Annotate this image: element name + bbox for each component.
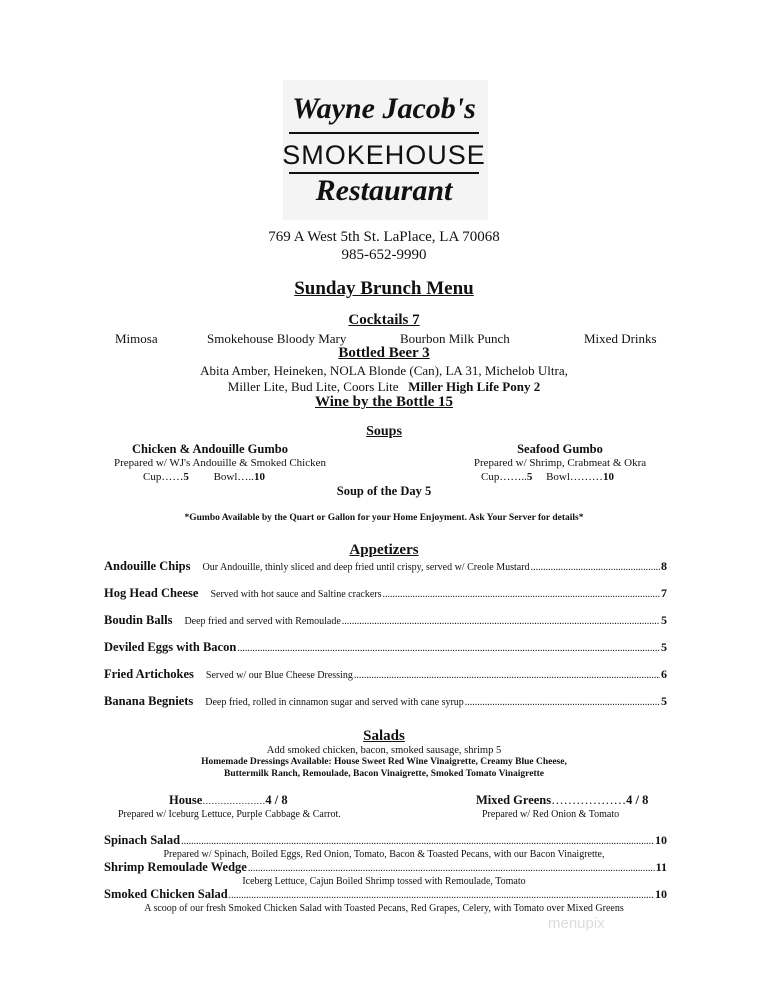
soup-left-name: Chicken & Andouille Gumbo (132, 442, 288, 456)
leader-dots (181, 836, 654, 847)
beer-heading: Bottled Beer 3 (338, 345, 430, 361)
soup-right-name: Seafood Gumbo (517, 442, 603, 456)
leader-dots (342, 616, 660, 627)
logo-name: Wayne Jacob's (292, 92, 476, 125)
cocktails-heading: Cocktails 7 (348, 312, 420, 328)
appetizer-price: 5 (661, 640, 667, 654)
soup-left-prices (143, 471, 265, 483)
leader-dots: ………………… (202, 796, 266, 806)
leader-dots: ……………… (551, 793, 627, 807)
soup-left-bowl-label: Bowl….. (213, 471, 254, 483)
appetizer-row (104, 694, 667, 709)
watermark: menupix (548, 915, 605, 932)
salad-row (104, 833, 667, 848)
cocktail-item: Bourbon Milk Punch (400, 331, 510, 346)
appetizer-desc: Deep fried, rolled in cinnamon sugar and served with cane syrup (205, 697, 464, 708)
salad-name: Shrimp Remoulade Wedge (104, 860, 247, 874)
appetizer-name: Hog Head Cheese (104, 586, 199, 600)
gumbo-note: *Gumbo Available by the Quart or Gallon for your Home Enjoyment. Ask Your Server for details* (184, 513, 584, 523)
appetizer-price: 8 (661, 559, 667, 573)
wine-heading: Wine by the Bottle 15 (314, 394, 454, 410)
appetizer-desc: Served with hot sauce and Saltine crackers (210, 589, 382, 600)
salad-mixed-name: Mixed Greens (476, 793, 552, 807)
salad-mixed-desc: Prepared w/ Red Onion & Tomato (482, 809, 620, 820)
cocktail-item: Mixed Drinks (584, 331, 657, 346)
appetizer-name: Deviled Eggs with Bacon (104, 640, 237, 654)
appetizer-name: Banana Begniets (104, 694, 194, 708)
salad-mixed (476, 793, 648, 808)
appetizer-name: Fried Artichokes (104, 667, 194, 681)
salad-row (104, 887, 667, 902)
salad-desc: Prepared w/ Spinach, Boiled Eggs, Red Onion, Tomato, Bacon & Toasted Pecans, with our Bacon Vinaigrette, (163, 849, 605, 860)
leader-dots (354, 670, 660, 681)
salad-house-price: 4 / 8 (265, 793, 288, 807)
soup-right-cup-label: Cup…….. (481, 471, 527, 483)
appetizer-row (104, 667, 667, 682)
salad-name: Smoked Chicken Salad (104, 887, 228, 901)
soup-left-desc: Prepared w/ WJ's Andouille & Smoked Chicken (114, 457, 326, 469)
appetizer-price: 6 (661, 667, 667, 681)
soup-left-cup-label: Cup…… (143, 471, 184, 483)
leader-dots (237, 643, 660, 654)
phone: 985-652-9990 (341, 247, 427, 263)
salad-price: 11 (655, 860, 667, 874)
cocktail-item: Smokehouse Bloody Mary (207, 331, 347, 346)
appetizer-row (104, 559, 667, 574)
salads-heading: Salads (363, 728, 405, 744)
soup-right-cup-price: 5 (526, 471, 533, 483)
beer-pony: Miller High Life Pony 2 (408, 379, 541, 394)
leader-dots (465, 697, 660, 708)
menu-title: Sunday Brunch Menu (294, 278, 474, 299)
soup-right-bowl-label: Bowl……… (546, 471, 603, 483)
salad-house (169, 793, 288, 808)
cocktail-item: Mimosa (115, 331, 158, 346)
appetizer-desc: Served w/ our Blue Cheese Dressing (205, 670, 353, 681)
salad-row (104, 860, 667, 875)
salad-dressings-line1: Homemade Dressings Available: House Sweet Red Wine Vinaigrette, Creamy Blue Cheese, (201, 757, 567, 767)
leader-dots (383, 589, 661, 600)
logo-rule-top (289, 132, 479, 134)
salad-price: 10 (655, 887, 667, 901)
appetizer-row (104, 640, 667, 655)
salad-desc: A scoop of our fresh Smoked Chicken Salad with Toasted Pecans, Red Grapes, Celery, with Tomato over Mixed Greens (144, 903, 624, 914)
appetizer-desc: Deep fried and served with Remoulade (184, 616, 341, 627)
appetizer-row (104, 586, 667, 601)
appetizer-price: 7 (661, 586, 667, 600)
soup-right-bowl-price: 10 (602, 471, 614, 483)
salad-desc: Iceberg Lettuce, Cajun Boiled Shrimp tossed with Remoulade, Tomato (242, 876, 526, 887)
appetizer-price: 5 (661, 694, 667, 708)
salad-name: Spinach Salad (104, 833, 181, 847)
leader-dots (248, 863, 655, 874)
appetizers-heading: Appetizers (349, 542, 419, 558)
soup-of-the-day: Soup of the Day 5 (336, 484, 432, 498)
salad-price: 10 (655, 833, 667, 847)
soup-left-bowl-price: 10 (253, 471, 265, 483)
appetizer-name: Boudin Balls (104, 613, 173, 627)
salad-addon: Add smoked chicken, bacon, smoked sausage, shrimp 5 (266, 745, 502, 756)
appetizer-row (104, 613, 667, 628)
logo-restaurant: Restaurant (315, 174, 453, 207)
salad-house-name: House (169, 793, 203, 807)
soup-left-cup-price: 5 (183, 471, 189, 483)
appetizer-name: Andouille Chips (104, 559, 191, 573)
beer-list-line2-text: Miller Lite, Bud Lite, Coors Lite (227, 379, 399, 394)
beer-list-line2 (0, 379, 768, 395)
soup-right-prices (481, 471, 614, 483)
address: 769 A West 5th St. LaPlace, LA 70068 (268, 229, 500, 245)
appetizer-desc: Our Andouille, thinly sliced and deep fried until crispy, served w/ Creole Mustard (202, 562, 530, 573)
appetizer-price: 5 (661, 613, 667, 627)
leader-dots (531, 562, 660, 573)
beer-list-line1: Abita Amber, Heineken, NOLA Blonde (Can), LA 31, Michelob Ultra, (200, 363, 568, 378)
soups-heading: Soups (366, 424, 402, 439)
logo-smokehouse: SMOKEHOUSE (282, 140, 486, 170)
salad-dressings-line2: Buttermilk Ranch, Remoulade, Bacon Vinaigrette, Smoked Tomato Vinaigrette (223, 769, 544, 779)
leader-dots (229, 890, 654, 901)
salad-mixed-price: 4 / 8 (626, 793, 649, 807)
salad-house-desc: Prepared w/ Iceburg Lettuce, Purple Cabbage & Carrot. (118, 809, 341, 820)
soup-right-desc: Prepared w/ Shrimp, Crabmeat & Okra (473, 457, 647, 469)
